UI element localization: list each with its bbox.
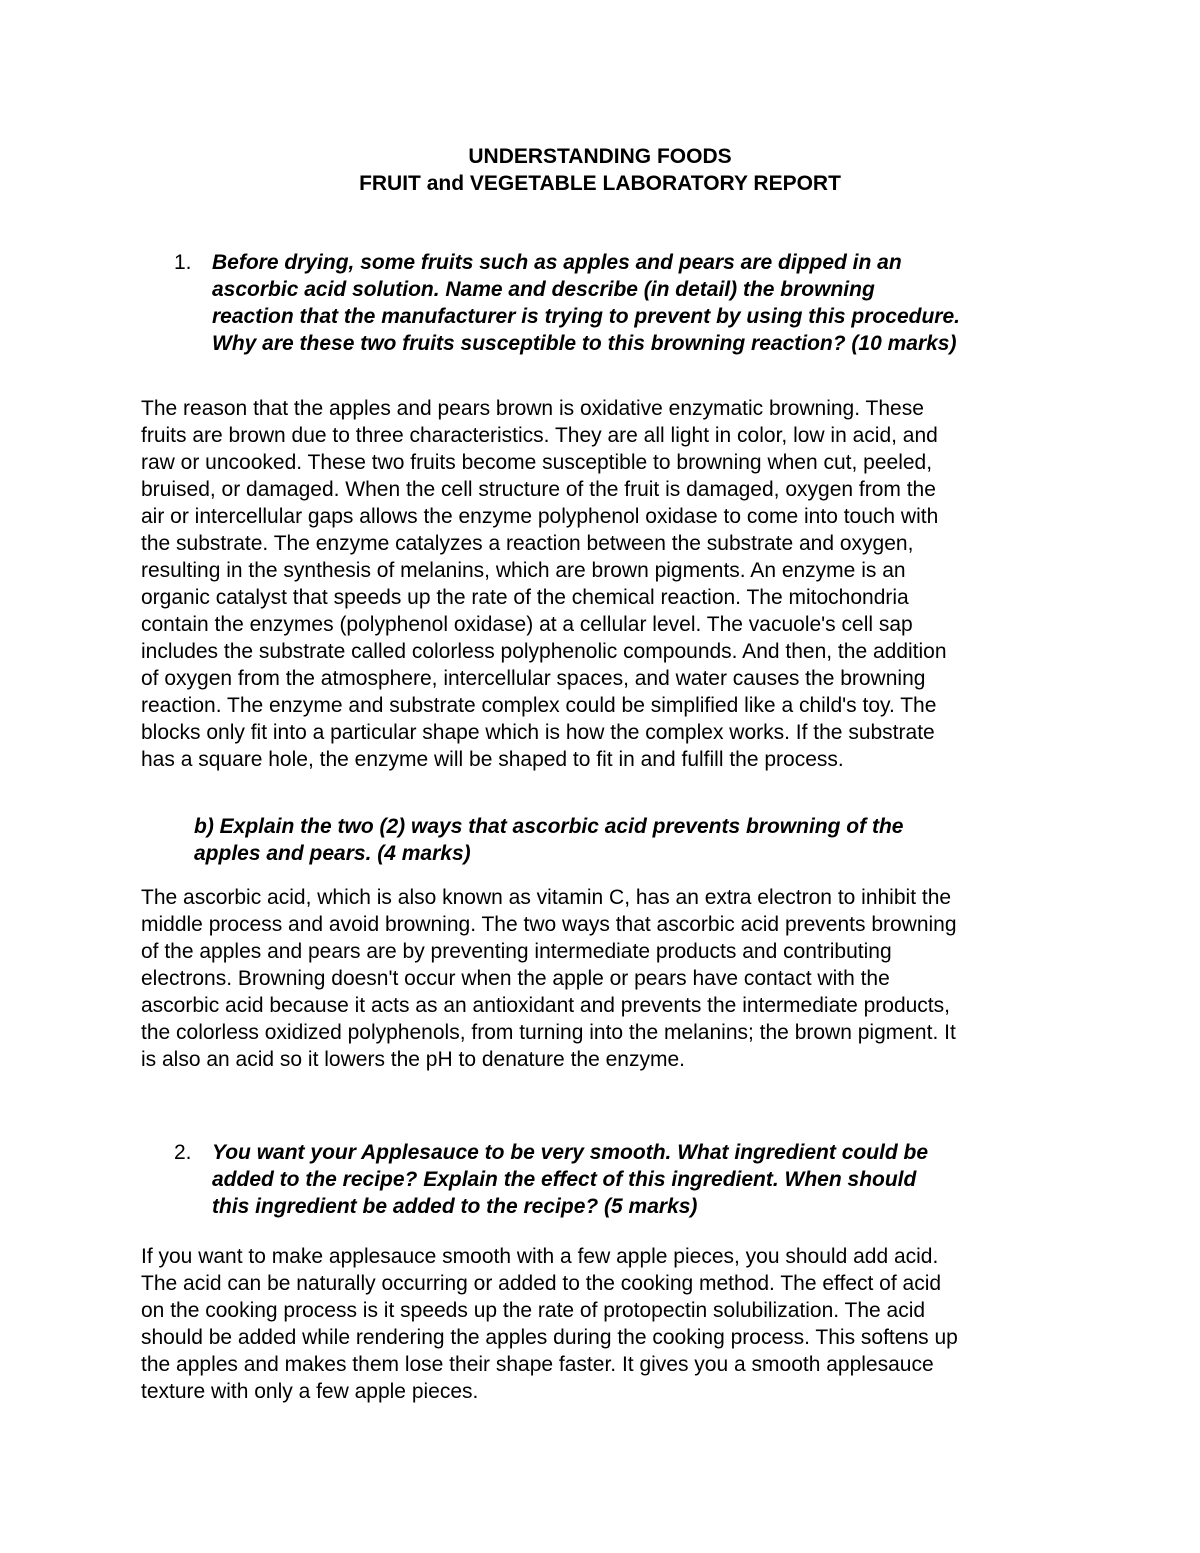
question-1b-text — [194, 813, 903, 867]
answer-line: contain the enzymes (polyphenol oxidase) at a cellular level. The vacuole's cell sap — [141, 613, 913, 636]
question-line: ascorbic acid solution. Name and describe (in detail) the browning — [212, 278, 875, 301]
document-title-line-1: UNDERSTANDING FOODS — [468, 145, 732, 168]
answer-line: resulting in the synthesis of melanins, which are brown pigments. An enzyme is an — [141, 559, 906, 582]
answer-1b — [141, 884, 1066, 1073]
answer-line: the substrate. The enzyme catalyzes a reaction between the substrate and oxygen, — [141, 532, 914, 555]
question-line: this ingredient be added to the recipe? (5 marks) — [212, 1195, 698, 1218]
document-title-line-2: FRUIT and VEGETABLE LABORATORY REPORT — [359, 172, 841, 195]
question-1-number: 1. — [174, 251, 192, 274]
answer-line: includes the substrate called colorless polyphenolic compounds. And then, the addition — [141, 640, 947, 663]
answer-line: is also an acid so it lowers the pH to denature the enzyme. — [141, 1048, 685, 1071]
answer-2 — [141, 1243, 1066, 1405]
answer-line: organic catalyst that speeds up the rate of the chemical reaction. The mitochondria — [141, 586, 909, 609]
question-line: You want your Applesauce to be very smooth. What ingredient could be — [212, 1141, 929, 1164]
answer-line: of oxygen from the atmosphere, intercellular spaces, and water causes the browning — [141, 667, 926, 690]
answer-line: ascorbic acid because it acts as an antioxidant and prevents the intermediate products, — [141, 994, 950, 1017]
question-2-number: 2. — [174, 1141, 192, 1164]
answer-line: The ascorbic acid, which is also known as vitamin C, has an extra electron to inhibit the — [141, 886, 952, 909]
answer-line: raw or uncooked. These two fruits become susceptible to browning when cut, peeled, — [141, 451, 933, 474]
answer-line: on the cooking process is it speeds up the rate of protopectin solubilization. The acid — [141, 1299, 926, 1322]
answer-line: the colorless oxidized polyphenols, from turning into the melanins; the brown pigment. It — [141, 1021, 956, 1044]
answer-line: should be added while rendering the apples during the cooking process. This softens up — [141, 1326, 958, 1349]
answer-line: The acid can be naturally occurring or added to the cooking method. The effect of acid — [141, 1272, 942, 1295]
question-1-text — [212, 249, 960, 357]
question-2-text — [212, 1139, 928, 1220]
answer-line: bruised, or damaged. When the cell structure of the fruit is damaged, oxygen from the — [141, 478, 936, 501]
question-line: b) Explain the two (2) ways that ascorbic acid prevents browning of the — [194, 815, 904, 838]
answer-line: the apples and makes them lose their shape faster. It gives you a smooth applesauce — [141, 1353, 934, 1376]
answer-line: middle process and avoid browning. The two ways that ascorbic acid prevents browning — [141, 913, 957, 936]
question-line: added to the recipe? Explain the effect of this ingredient. When should — [212, 1168, 917, 1191]
answer-line: electrons. Browning doesn't occur when the apple or pears have contact with the — [141, 967, 890, 990]
answer-line: If you want to make applesauce smooth with a few apple pieces, you should add acid. — [141, 1245, 939, 1268]
answer-line: air or intercellular gaps allows the enzyme polyphenol oxidase to come into touch with — [141, 505, 939, 528]
answer-line: texture with only a few apple pieces. — [141, 1380, 479, 1403]
question-line: Before drying, some fruits such as apples and pears are dipped in an — [212, 251, 902, 274]
question-line: reaction that the manufacturer is trying to prevent by using this procedure. — [212, 305, 960, 328]
answer-line: has a square hole, the enzyme will be shaped to fit in and fulfill the process. — [141, 748, 844, 771]
answer-line: The reason that the apples and pears brown is oxidative enzymatic browning. These — [141, 397, 924, 420]
question-line: apples and pears. (4 marks) — [194, 842, 471, 865]
question-line: Why are these two fruits susceptible to this browning reaction? (10 marks) — [212, 332, 957, 355]
answer-line: of the apples and pears are by preventing intermediate products and contributing — [141, 940, 892, 963]
answer-1 — [141, 395, 1066, 773]
answer-line: reaction. The enzyme and substrate complex could be simplified like a child's toy. The — [141, 694, 937, 717]
answer-line: blocks only fit into a particular shape which is how the complex works. If the substrate — [141, 721, 935, 744]
answer-line: fruits are brown due to three characteristics. They are all light in color, low in acid, and — [141, 424, 938, 447]
